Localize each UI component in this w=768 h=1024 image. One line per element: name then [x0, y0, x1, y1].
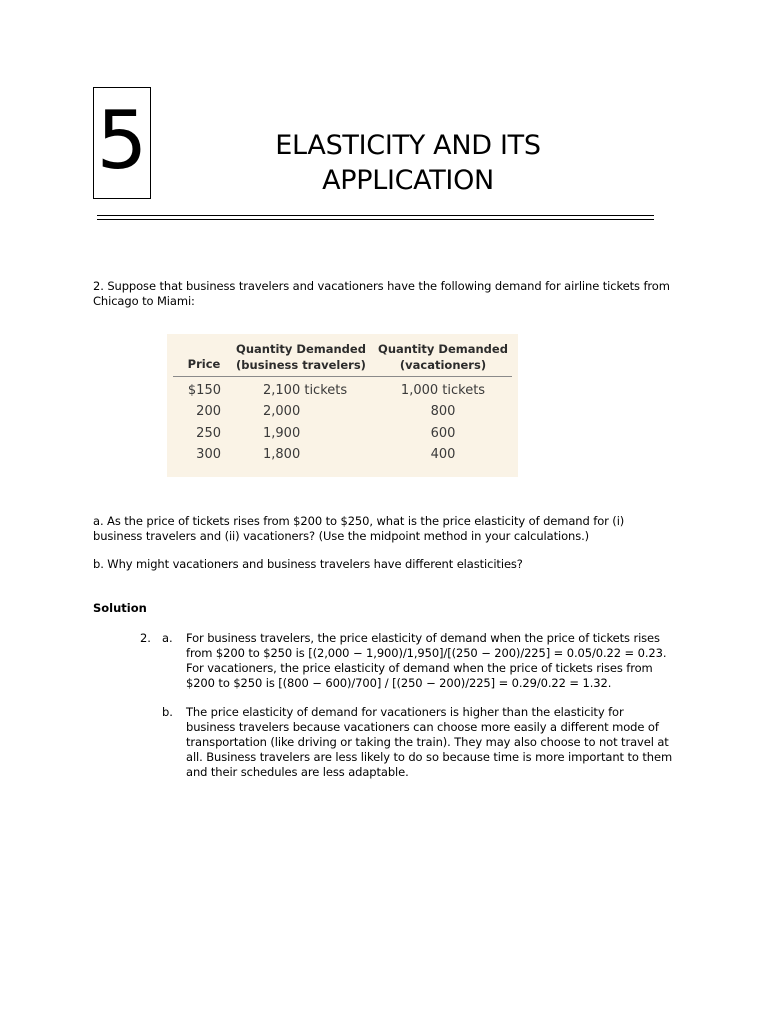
solution-part-b-line: and their schedules are less adaptable.	[186, 765, 409, 779]
header-vacationers	[375, 341, 511, 373]
cell-price: 250	[196, 426, 221, 441]
cell-business: 2,100 tickets	[263, 383, 348, 398]
question-intro-line-1: 2. Suppose that business travelers and vacationers have the following demand for airline tickets from	[93, 279, 670, 293]
solution-part-b-letter: b.	[162, 705, 173, 719]
cell-business: 1,900	[263, 426, 301, 441]
solution-part-b-line: all. Business travelers are less likely to do so because time is more important to them	[186, 750, 673, 764]
solution-part-a-line: from $200 to $250 is [(2,000 − 1,900)/1,950]/[(250 − 200)/225] = 0.05/0.22 = 0.23.	[186, 646, 667, 660]
chapter-title-line-2: APPLICATION	[322, 165, 494, 196]
header-vacationers-line-1: Quantity Demanded	[378, 342, 508, 356]
cell-vacationers: 600	[430, 426, 456, 441]
question-intro	[93, 279, 678, 309]
solution-part-b-line: business travelers because vacationers can choose more easily a different mode of	[186, 720, 659, 734]
cell-price: 300	[196, 447, 221, 462]
solution-part-a-line: For business travelers, the price elasticity of demand when the price of tickets rises	[186, 631, 660, 645]
cell-business: 1,800	[263, 447, 301, 462]
solution-part-a-line: $200 to $250 is [(800 − 600)/700] / [(250 − 200)/225] = 0.29/0.22 = 1.32.	[186, 676, 612, 690]
title-divider-bottom	[97, 219, 654, 220]
header-business-line-1: Quantity Demanded	[236, 342, 366, 356]
solution-heading: Solution	[93, 601, 147, 615]
cell-vacationers: 800	[430, 404, 456, 419]
chapter-title	[250, 128, 566, 198]
question-part-a-line-2: business travelers and (ii) vacationers? (Use the midpoint method in your calculations.)	[93, 529, 590, 543]
table-row	[167, 446, 518, 467]
demand-table	[167, 334, 518, 477]
cell-business: 2,000	[263, 404, 301, 419]
cell-price: $150	[187, 383, 221, 398]
chapter-number: 5	[96, 94, 148, 187]
solution-part-b-text	[186, 705, 678, 780]
cell-vacationers: 400	[430, 447, 456, 462]
table-header-rule	[173, 376, 512, 377]
solution-part-b-line: The price elasticity of demand for vacationers is higher than the elasticity for	[186, 705, 624, 719]
header-vacationers-line-2: (vacationers)	[399, 358, 487, 372]
solution-number: 2.	[140, 631, 151, 645]
table-row	[167, 403, 518, 424]
table-row	[167, 382, 518, 403]
header-price: Price	[187, 357, 221, 371]
header-business	[235, 341, 367, 373]
chapter-title-line-1: ELASTICITY AND ITS	[275, 130, 541, 161]
chapter-number-box	[93, 87, 151, 199]
cell-vacationers: 1,000 tickets	[400, 383, 486, 398]
solution-part-a-letter: a.	[162, 631, 173, 645]
question-part-a-line-1: a. As the price of tickets rises from $200 to $250, what is the price elasticity of demand for (i)	[93, 514, 625, 528]
solution-part-a-line: For vacationers, the price elasticity of demand when the price of tickets rises from	[186, 661, 653, 675]
solution-part-a-text	[186, 631, 678, 691]
header-business-line-2: (business travelers)	[236, 358, 366, 372]
question-intro-line-2: Chicago to Miami:	[93, 294, 195, 308]
question-part-b: b. Why might vacationers and business travelers have different elasticities?	[93, 557, 523, 571]
question-part-a	[93, 514, 653, 544]
title-divider-top	[97, 215, 654, 216]
cell-price: 200	[196, 404, 221, 419]
solution-part-b-line: transportation (like driving or taking the train). They may also choose to not travel at	[186, 735, 669, 749]
table-row	[167, 425, 518, 446]
